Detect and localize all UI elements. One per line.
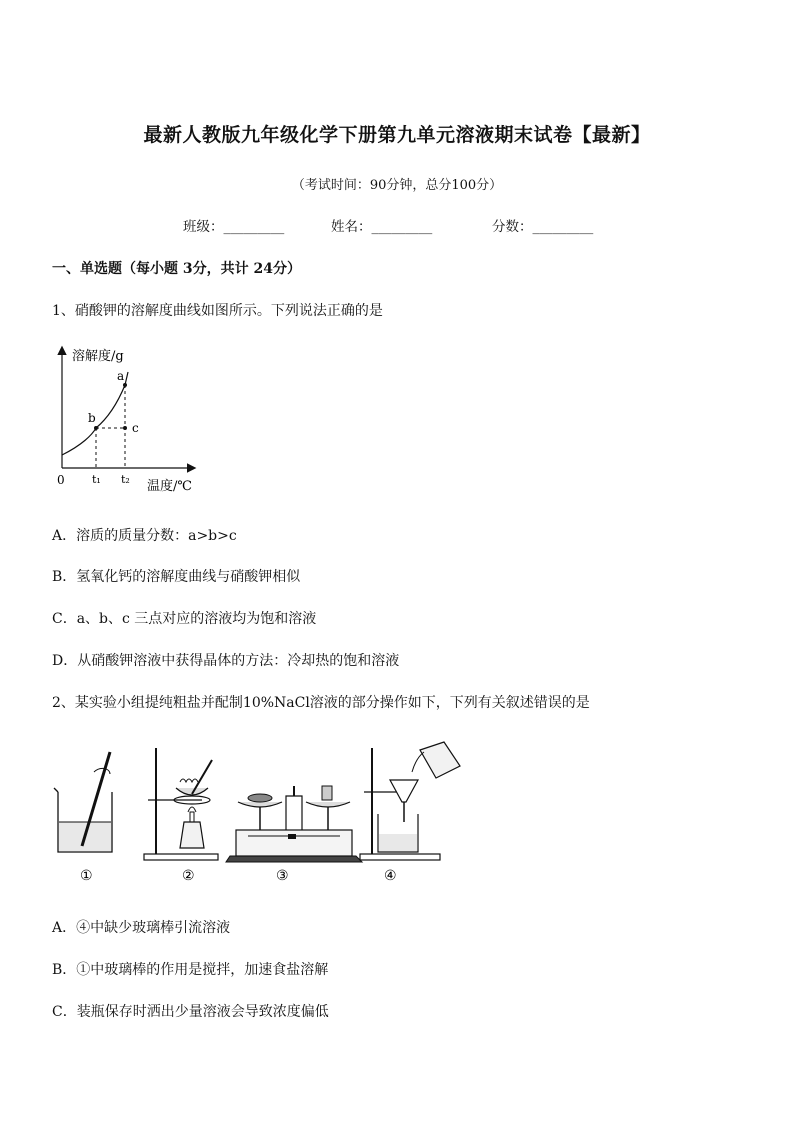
lab-operations-figure [52, 738, 472, 888]
q2-option-a: A．④中缺少玻璃棒引流溶液 [52, 920, 231, 936]
figure-label-1: ① [80, 868, 93, 884]
point-a [123, 383, 127, 387]
section-heading: 一、单选题（每小题 3分，共计 24分） [52, 261, 301, 277]
label-a: a [117, 369, 125, 383]
figure-label-2: ② [182, 868, 195, 884]
exam-info: （考试时间：90分钟，总分100分） [291, 178, 503, 193]
balance-apparatus [226, 786, 362, 862]
q2-option-c: C．装瓶保存时洒出少量溶液会导致浓度偏低 [52, 1004, 329, 1020]
x-axis-label: 温度/℃ [147, 479, 192, 494]
question-2-stem: 2、某实验小组提纯粗盐并配制10%NaCl溶液的部分操作如下，下列有关叙述错误的是 [52, 695, 590, 711]
filtration-apparatus [360, 742, 460, 860]
q1-option-d: D．从硝酸钾溶液中获得晶体的方法：冷却热的饱和溶液 [52, 653, 400, 669]
score-field: 分数：_________ [492, 219, 594, 235]
name-field: 姓名：_________ [331, 219, 433, 235]
q1-option-b: B．氢氧化钙的溶解度曲线与硝酸钾相似 [52, 569, 301, 585]
t1-label: t₁ [92, 473, 101, 486]
evaporation-apparatus [144, 748, 218, 860]
page-title: 最新人教版九年级化学下册第九单元溶液期末试卷【最新】 [143, 124, 651, 146]
beaker-stirring-apparatus [54, 752, 112, 852]
origin-label: 0 [57, 473, 65, 487]
question-1-stem: 1、硝酸钾的溶解度曲线如图所示。下列说法正确的是 [52, 303, 383, 319]
point-c [123, 426, 127, 430]
point-b [94, 426, 98, 430]
y-axis-label: 溶解度/g [72, 349, 124, 364]
t2-label: t₂ [121, 473, 130, 486]
q1-option-a: A．溶质的质量分数：a>b>c [52, 528, 237, 544]
figure-label-4: ④ [384, 868, 397, 884]
label-b: b [88, 411, 96, 425]
solubility-graph [52, 340, 212, 500]
figure-label-3: ③ [276, 868, 289, 884]
class-field: 班级：_________ [183, 219, 285, 235]
q2-option-b: B．①中玻璃棒的作用是搅拌，加速食盐溶解 [52, 962, 329, 978]
q1-option-c: C．a、b、c 三点对应的溶液均为饱和溶液 [52, 611, 317, 627]
label-c: c [132, 421, 139, 435]
